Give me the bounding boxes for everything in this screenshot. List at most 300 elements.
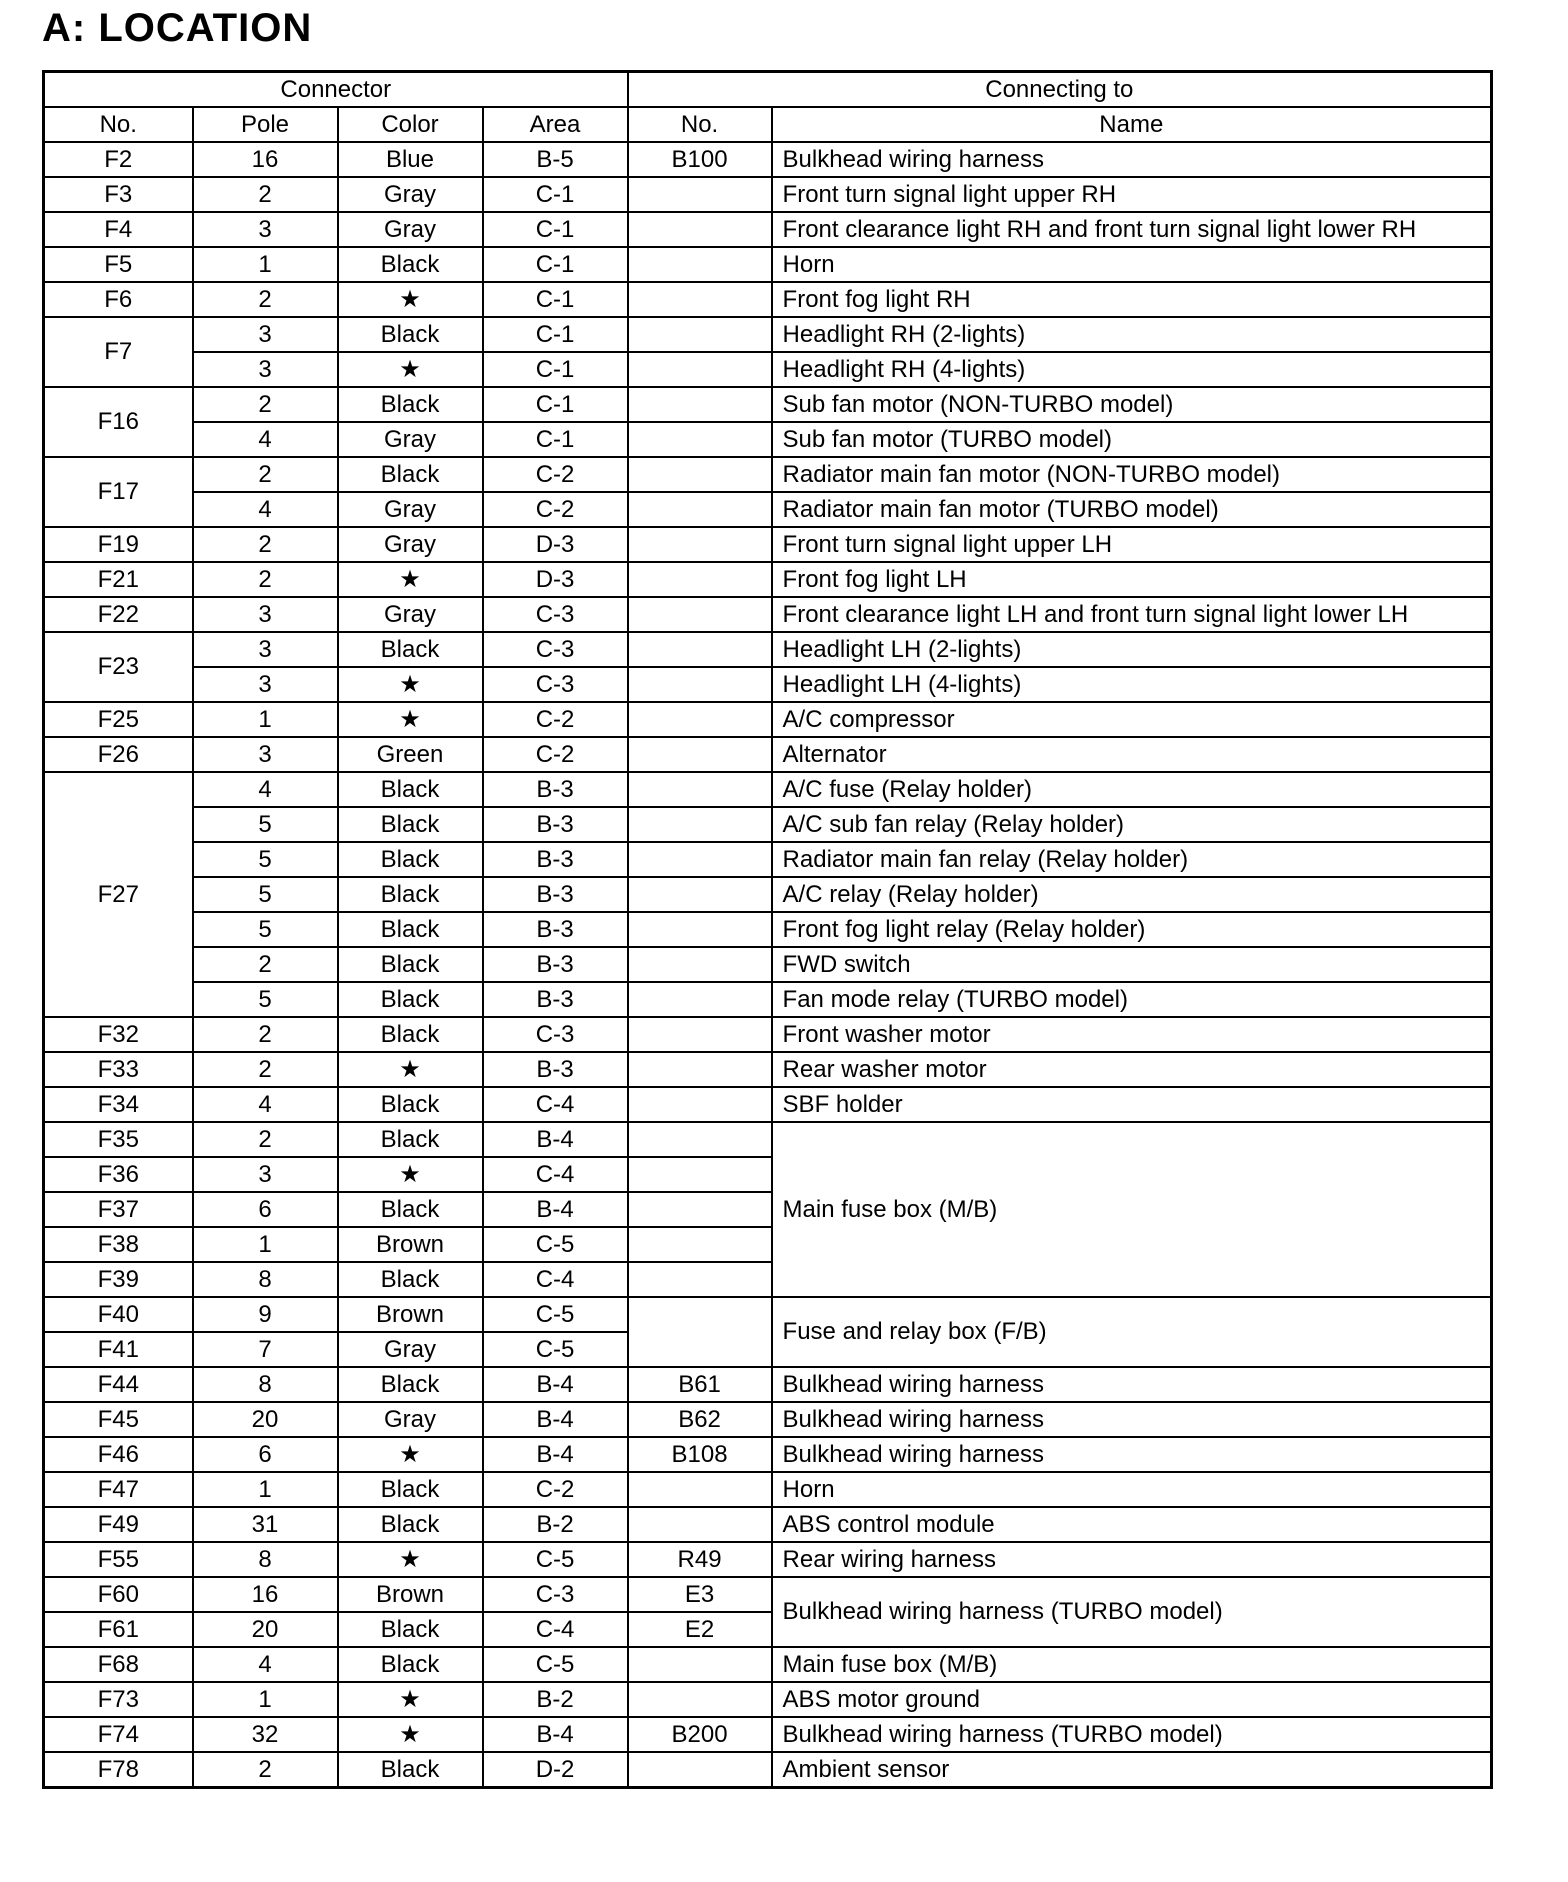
connecting-name-cell: Front turn signal light upper RH	[772, 177, 1492, 212]
pole-cell: 3	[193, 1157, 338, 1192]
pole-cell: 4	[193, 1647, 338, 1682]
pole-cell: 8	[193, 1367, 338, 1402]
color-cell: Black	[338, 877, 483, 912]
connecting-no-cell	[628, 1752, 772, 1788]
pole-cell: 4	[193, 1087, 338, 1122]
connecting-no-cell	[628, 1017, 772, 1052]
connecting-name-cell: Front turn signal light upper LH	[772, 527, 1492, 562]
pole-cell: 2	[193, 457, 338, 492]
connecting-name-cell: Bulkhead wiring harness (TURBO model)	[772, 1577, 1492, 1647]
pole-cell: 1	[193, 1682, 338, 1717]
connecting-name-cell: Bulkhead wiring harness	[772, 1402, 1492, 1437]
connecting-name-cell: Front fog light LH	[772, 562, 1492, 597]
color-cell: Black	[338, 1752, 483, 1788]
connector-no-cell: F16	[44, 387, 193, 457]
connecting-name-cell: Sub fan motor (NON-TURBO model)	[772, 387, 1492, 422]
color-cell: ★	[338, 1437, 483, 1472]
connector-no-cell: F35	[44, 1122, 193, 1157]
area-cell: C-1	[483, 212, 628, 247]
pole-cell: 32	[193, 1717, 338, 1752]
color-cell: ★	[338, 1052, 483, 1087]
pole-cell: 2	[193, 1122, 338, 1157]
color-cell: Gray	[338, 1402, 483, 1437]
connector-no-cell: F45	[44, 1402, 193, 1437]
connecting-no-cell	[628, 1472, 772, 1507]
area-cell: B-4	[483, 1192, 628, 1227]
pole-cell: 3	[193, 667, 338, 702]
connecting-no-cell: B61	[628, 1367, 772, 1402]
color-cell: Black	[338, 982, 483, 1017]
color-cell: Black	[338, 1612, 483, 1647]
pole-cell: 2	[193, 177, 338, 212]
table-row	[44, 317, 1492, 352]
area-cell: C-1	[483, 177, 628, 212]
color-cell: ★	[338, 352, 483, 387]
pole-cell: 8	[193, 1542, 338, 1577]
pole-cell: 6	[193, 1192, 338, 1227]
color-cell: Black	[338, 1017, 483, 1052]
connector-no-cell: F4	[44, 212, 193, 247]
area-cell: C-5	[483, 1297, 628, 1332]
connector-no-cell: F61	[44, 1612, 193, 1647]
color-cell: Black	[338, 387, 483, 422]
color-cell: Black	[338, 1367, 483, 1402]
connecting-name-cell: Sub fan motor (TURBO model)	[772, 422, 1492, 457]
table-row	[44, 142, 1492, 177]
connector-no-cell: F33	[44, 1052, 193, 1087]
connector-no-cell: F37	[44, 1192, 193, 1227]
color-cell: Brown	[338, 1577, 483, 1612]
table-row	[44, 1577, 1492, 1612]
area-cell: C-5	[483, 1542, 628, 1577]
connecting-name-cell: Rear washer motor	[772, 1052, 1492, 1087]
color-cell: Gray	[338, 492, 483, 527]
connecting-no-cell	[628, 632, 772, 667]
connecting-name-cell: Alternator	[772, 737, 1492, 772]
area-cell: B-4	[483, 1402, 628, 1437]
area-cell: B-3	[483, 772, 628, 807]
color-cell: ★	[338, 1682, 483, 1717]
pole-cell: 9	[193, 1297, 338, 1332]
table-row	[44, 1367, 1492, 1402]
area-cell: B-3	[483, 842, 628, 877]
color-cell: Black	[338, 947, 483, 982]
area-cell: B-3	[483, 947, 628, 982]
table-row	[44, 212, 1492, 247]
connector-no-cell: F78	[44, 1752, 193, 1788]
table-row	[44, 457, 1492, 492]
connecting-name-cell: Headlight RH (2-lights)	[772, 317, 1492, 352]
connecting-name-cell: Fan mode relay (TURBO model)	[772, 982, 1492, 1017]
table-row	[44, 1647, 1492, 1682]
color-cell: Black	[338, 807, 483, 842]
connecting-no-cell	[628, 422, 772, 457]
connector-no-cell: F2	[44, 142, 193, 177]
connecting-no-cell	[628, 352, 772, 387]
pole-cell: 1	[193, 1227, 338, 1262]
connecting-name-cell: Bulkhead wiring harness	[772, 142, 1492, 177]
color-cell: Black	[338, 632, 483, 667]
pole-cell: 3	[193, 737, 338, 772]
connector-no-cell: F41	[44, 1332, 193, 1367]
connecting-no-cell	[628, 1192, 772, 1227]
pole-cell: 20	[193, 1612, 338, 1647]
connecting-name-cell: A/C relay (Relay holder)	[772, 877, 1492, 912]
connector-no-cell: F23	[44, 632, 193, 702]
color-cell: ★	[338, 1157, 483, 1192]
column-header-no: No.	[44, 107, 193, 142]
table-row	[44, 177, 1492, 212]
connecting-no-cell	[628, 1682, 772, 1717]
area-cell: B-4	[483, 1717, 628, 1752]
pole-cell: 2	[193, 947, 338, 982]
color-cell: Gray	[338, 177, 483, 212]
area-cell: C-1	[483, 317, 628, 352]
area-cell: D-2	[483, 1752, 628, 1788]
connector-no-cell: F17	[44, 457, 193, 527]
color-cell: ★	[338, 1717, 483, 1752]
color-cell: Blue	[338, 142, 483, 177]
area-cell: C-1	[483, 352, 628, 387]
connecting-no-cell	[628, 1507, 772, 1542]
color-cell: ★	[338, 1542, 483, 1577]
table-row	[44, 702, 1492, 737]
column-header-area: Area	[483, 107, 628, 142]
connector-no-cell: F25	[44, 702, 193, 737]
connecting-no-cell	[628, 982, 772, 1017]
area-cell: C-3	[483, 667, 628, 702]
connector-no-cell: F60	[44, 1577, 193, 1612]
connecting-no-cell	[628, 282, 772, 317]
connecting-no-cell	[628, 492, 772, 527]
area-cell: C-1	[483, 387, 628, 422]
area-cell: B-2	[483, 1507, 628, 1542]
column-header-row	[44, 107, 1492, 142]
connecting-no-cell: B108	[628, 1437, 772, 1472]
connector-no-cell: F74	[44, 1717, 193, 1752]
color-cell: Black	[338, 1262, 483, 1297]
color-cell: Black	[338, 1122, 483, 1157]
connector-no-cell: F27	[44, 772, 193, 1017]
area-cell: B-5	[483, 142, 628, 177]
connector-no-cell: F32	[44, 1017, 193, 1052]
table-row	[44, 1122, 1492, 1157]
color-cell: Gray	[338, 212, 483, 247]
table-row	[44, 1682, 1492, 1717]
page-title: A: LOCATION	[42, 6, 313, 50]
pole-cell: 5	[193, 982, 338, 1017]
connecting-no-cell	[628, 247, 772, 282]
connecting-name-cell: Horn	[772, 1472, 1492, 1507]
connector-no-cell: F38	[44, 1227, 193, 1262]
table-row	[44, 982, 1492, 1017]
connector-no-cell: F68	[44, 1647, 193, 1682]
table-row	[44, 1472, 1492, 1507]
table-row	[44, 807, 1492, 842]
pole-cell: 3	[193, 212, 338, 247]
connecting-no-cell: E3	[628, 1577, 772, 1612]
color-cell: Black	[338, 1087, 483, 1122]
area-cell: C-3	[483, 1577, 628, 1612]
table-row	[44, 247, 1492, 282]
group-header-row	[44, 72, 1492, 108]
connecting-no-cell	[628, 212, 772, 247]
connecting-name-cell: A/C fuse (Relay holder)	[772, 772, 1492, 807]
connecting-no-cell	[628, 1297, 772, 1367]
connecting-no-cell: B200	[628, 1717, 772, 1752]
color-cell: Black	[338, 1192, 483, 1227]
connecting-no-cell	[628, 772, 772, 807]
connector-no-cell: F47	[44, 1472, 193, 1507]
pole-cell: 2	[193, 1017, 338, 1052]
connector-no-cell: F19	[44, 527, 193, 562]
area-cell: C-4	[483, 1157, 628, 1192]
table-row	[44, 492, 1492, 527]
table-row	[44, 1437, 1492, 1472]
table-row	[44, 842, 1492, 877]
connector-no-cell: F6	[44, 282, 193, 317]
pole-cell: 1	[193, 1472, 338, 1507]
connecting-no-cell	[628, 877, 772, 912]
pole-cell: 7	[193, 1332, 338, 1367]
table-row	[44, 877, 1492, 912]
area-cell: C-1	[483, 422, 628, 457]
connector-no-cell: F49	[44, 1507, 193, 1542]
pole-cell: 16	[193, 142, 338, 177]
pole-cell: 2	[193, 562, 338, 597]
connecting-name-cell: Front fog light relay (Relay holder)	[772, 912, 1492, 947]
connecting-no-cell	[628, 737, 772, 772]
connecting-name-cell: Radiator main fan relay (Relay holder)	[772, 842, 1492, 877]
pole-cell: 3	[193, 632, 338, 667]
connecting-name-cell: Bulkhead wiring harness	[772, 1437, 1492, 1472]
area-cell: B-3	[483, 1052, 628, 1087]
color-cell: Black	[338, 1507, 483, 1542]
connecting-name-cell: Fuse and relay box (F/B)	[772, 1297, 1492, 1367]
connecting-no-cell	[628, 1227, 772, 1262]
table-row	[44, 1017, 1492, 1052]
pole-cell: 2	[193, 1052, 338, 1087]
pole-cell: 2	[193, 1752, 338, 1788]
area-cell: C-4	[483, 1087, 628, 1122]
connecting-name-cell: Front fog light RH	[772, 282, 1492, 317]
connector-no-cell: F21	[44, 562, 193, 597]
pole-cell: 5	[193, 807, 338, 842]
connector-no-cell: F5	[44, 247, 193, 282]
connecting-no-cell: B62	[628, 1402, 772, 1437]
column-header-connecting-no: No.	[628, 107, 772, 142]
connecting-no-cell: E2	[628, 1612, 772, 1647]
color-cell: ★	[338, 562, 483, 597]
area-cell: C-5	[483, 1647, 628, 1682]
connector-no-cell: F22	[44, 597, 193, 632]
pole-cell: 2	[193, 387, 338, 422]
color-cell: ★	[338, 282, 483, 317]
area-cell: C-4	[483, 1262, 628, 1297]
connector-no-cell: F55	[44, 1542, 193, 1577]
pole-cell: 1	[193, 247, 338, 282]
area-cell: C-4	[483, 1612, 628, 1647]
color-cell: ★	[338, 667, 483, 702]
connecting-no-cell	[628, 807, 772, 842]
area-cell: C-2	[483, 737, 628, 772]
color-cell: Brown	[338, 1297, 483, 1332]
area-cell: B-4	[483, 1437, 628, 1472]
area-cell: C-2	[483, 1472, 628, 1507]
pole-cell: 16	[193, 1577, 338, 1612]
color-cell: Black	[338, 457, 483, 492]
pole-cell: 1	[193, 702, 338, 737]
table-row	[44, 562, 1492, 597]
connecting-name-cell: Main fuse box (M/B)	[772, 1647, 1492, 1682]
connecting-name-cell: Front clearance light RH and front turn signal light lower RH	[772, 212, 1492, 247]
connecting-name-cell: Headlight LH (4-lights)	[772, 667, 1492, 702]
table-row	[44, 947, 1492, 982]
color-cell: Black	[338, 247, 483, 282]
color-cell: ★	[338, 702, 483, 737]
pole-cell: 4	[193, 772, 338, 807]
color-cell: Black	[338, 1472, 483, 1507]
connector-no-cell: F40	[44, 1297, 193, 1332]
column-header-color: Color	[338, 107, 483, 142]
connecting-no-cell: B100	[628, 142, 772, 177]
connector-no-cell: F7	[44, 317, 193, 387]
connecting-no-cell	[628, 527, 772, 562]
color-cell: Gray	[338, 422, 483, 457]
connector-no-cell: F34	[44, 1087, 193, 1122]
connecting-name-cell: Bulkhead wiring harness	[772, 1367, 1492, 1402]
connecting-name-cell: Bulkhead wiring harness (TURBO model)	[772, 1717, 1492, 1752]
area-cell: C-1	[483, 282, 628, 317]
color-cell: Gray	[338, 597, 483, 632]
connecting-name-cell: ABS motor ground	[772, 1682, 1492, 1717]
table-row	[44, 597, 1492, 632]
connecting-name-cell: Radiator main fan motor (TURBO model)	[772, 492, 1492, 527]
area-cell: D-3	[483, 562, 628, 597]
table-row	[44, 912, 1492, 947]
connecting-no-cell	[628, 562, 772, 597]
table-row	[44, 1752, 1492, 1788]
connector-no-cell: F44	[44, 1367, 193, 1402]
connecting-no-cell	[628, 667, 772, 702]
table-row	[44, 1087, 1492, 1122]
connecting-name-cell: Radiator main fan motor (NON-TURBO model)	[772, 457, 1492, 492]
table-row	[44, 772, 1492, 807]
area-cell: C-1	[483, 247, 628, 282]
connecting-no-cell	[628, 702, 772, 737]
connecting-name-cell: Front washer motor	[772, 1017, 1492, 1052]
connecting-no-cell	[628, 912, 772, 947]
connecting-no-cell	[628, 1087, 772, 1122]
connector-no-cell: F36	[44, 1157, 193, 1192]
pole-cell: 31	[193, 1507, 338, 1542]
color-cell: Black	[338, 1647, 483, 1682]
pole-cell: 6	[193, 1437, 338, 1472]
connector-no-cell: F3	[44, 177, 193, 212]
area-cell: C-3	[483, 632, 628, 667]
connector-location-table	[42, 70, 1493, 1789]
connecting-no-cell	[628, 1262, 772, 1297]
pole-cell: 3	[193, 317, 338, 352]
area-cell: D-3	[483, 527, 628, 562]
connecting-no-cell	[628, 457, 772, 492]
connector-group-header: Connector	[44, 72, 628, 108]
area-cell: C-3	[483, 1017, 628, 1052]
pole-cell: 5	[193, 912, 338, 947]
area-cell: C-5	[483, 1332, 628, 1367]
connecting-name-cell: ABS control module	[772, 1507, 1492, 1542]
area-cell: B-3	[483, 807, 628, 842]
table-row	[44, 1507, 1492, 1542]
connecting-name-cell: Main fuse box (M/B)	[772, 1122, 1492, 1297]
area-cell: C-2	[483, 492, 628, 527]
area-cell: C-2	[483, 702, 628, 737]
connecting-no-cell	[628, 1647, 772, 1682]
color-cell: Black	[338, 912, 483, 947]
connecting-no-cell	[628, 177, 772, 212]
connecting-name-cell: A/C sub fan relay (Relay holder)	[772, 807, 1492, 842]
pole-cell: 8	[193, 1262, 338, 1297]
table-row	[44, 1052, 1492, 1087]
color-cell: Brown	[338, 1227, 483, 1262]
connecting-name-cell: SBF holder	[772, 1087, 1492, 1122]
connecting-no-cell	[628, 1052, 772, 1087]
table-row	[44, 667, 1492, 702]
table-row	[44, 527, 1492, 562]
connecting-name-cell: Front clearance light LH and front turn signal light lower LH	[772, 597, 1492, 632]
connecting-name-cell: Headlight LH (2-lights)	[772, 632, 1492, 667]
area-cell: B-4	[483, 1122, 628, 1157]
connector-no-cell: F39	[44, 1262, 193, 1297]
area-cell: C-3	[483, 597, 628, 632]
area-cell: B-3	[483, 982, 628, 1017]
pole-cell: 5	[193, 877, 338, 912]
table-row	[44, 387, 1492, 422]
pole-cell: 3	[193, 352, 338, 387]
color-cell: Black	[338, 317, 483, 352]
color-cell: Gray	[338, 1332, 483, 1367]
table-row	[44, 1297, 1492, 1332]
connecting-name-cell: Horn	[772, 247, 1492, 282]
color-cell: Black	[338, 842, 483, 877]
connector-no-cell: F46	[44, 1437, 193, 1472]
area-cell: B-3	[483, 877, 628, 912]
pole-cell: 5	[193, 842, 338, 877]
pole-cell: 4	[193, 422, 338, 457]
connector-no-cell: F73	[44, 1682, 193, 1717]
connecting-no-cell	[628, 947, 772, 982]
pole-cell: 2	[193, 282, 338, 317]
connecting-to-group-header: Connecting to	[628, 72, 1492, 108]
connecting-no-cell	[628, 842, 772, 877]
table-row	[44, 1717, 1492, 1752]
connecting-no-cell	[628, 1122, 772, 1157]
connecting-name-cell: FWD switch	[772, 947, 1492, 982]
connecting-name-cell: Ambient sensor	[772, 1752, 1492, 1788]
table-row	[44, 422, 1492, 457]
table-row	[44, 737, 1492, 772]
area-cell: C-5	[483, 1227, 628, 1262]
pole-cell: 3	[193, 597, 338, 632]
connecting-no-cell: R49	[628, 1542, 772, 1577]
connecting-name-cell: Rear wiring harness	[772, 1542, 1492, 1577]
color-cell: Black	[338, 772, 483, 807]
connecting-no-cell	[628, 1157, 772, 1192]
table-row	[44, 282, 1492, 317]
column-header-name: Name	[772, 107, 1492, 142]
pole-cell: 4	[193, 492, 338, 527]
area-cell: B-2	[483, 1682, 628, 1717]
